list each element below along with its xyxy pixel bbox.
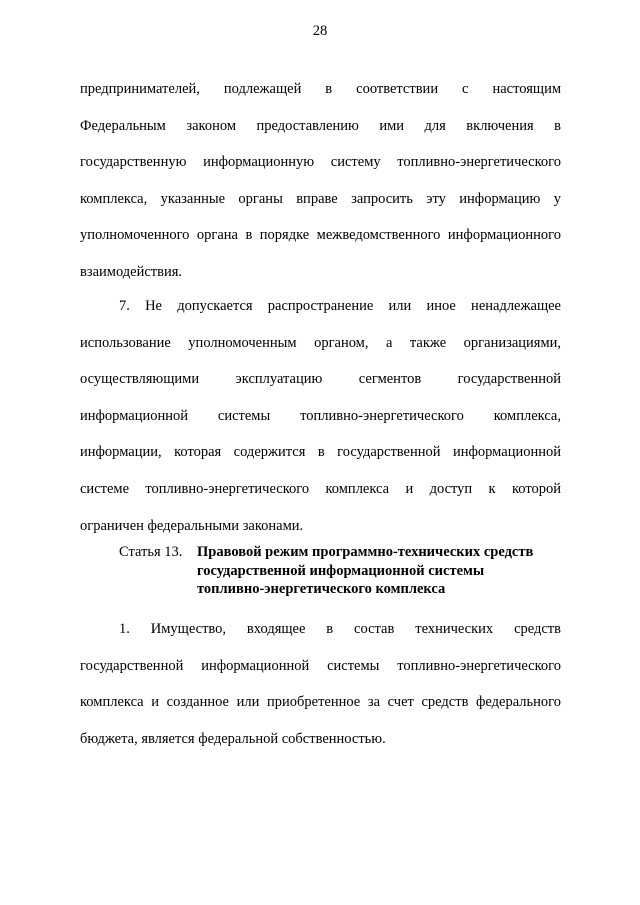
text-line: государственную информационную систему топливно-энергетического — [80, 154, 561, 171]
text-line: 7. Не допускается распространение или иное ненадлежащее — [119, 298, 561, 314]
text-line: предпринимателей, подлежащей в соответствии с настоящим — [80, 81, 561, 97]
text-line: системе топливно-энергетического комплекса и доступ к которой — [80, 480, 561, 497]
text-line: взаимодействия. — [80, 263, 183, 280]
paragraph-item-7 — [80, 288, 561, 544]
text-line: ограничен федеральными законами. — [80, 517, 304, 534]
text-line: бюджета, является федеральной собственностью. — [80, 730, 386, 747]
text-line: информационной системы топливно-энергетического комплекса, — [80, 407, 561, 424]
article-label: Статья 13. — [119, 544, 183, 560]
text-line: информации, которая содержится в государственной информационной — [80, 444, 561, 461]
text-line: Федеральным законом предоставлению ими для включения в — [80, 117, 561, 134]
text-line: 1. Имущество, входящее в состав технических средств — [119, 621, 561, 637]
article-title-line: государственной информационной системы — [197, 562, 485, 579]
text-line: государственной информационной системы топливно-энергетического — [80, 657, 561, 674]
paragraph-item-1 — [80, 611, 561, 757]
article-title-line: Правовой режим программно-технических средств — [197, 544, 534, 560]
paragraph-continuation — [80, 71, 561, 291]
page-number: 28 — [312, 23, 328, 39]
text-line: комплекса и созданное или приобретенное за счет средств федерального — [80, 694, 561, 711]
text-line: осуществляющими эксплуатацию сегментов государственной — [80, 371, 561, 388]
article-title — [197, 543, 577, 599]
text-line: комплекса, указанные органы вправе запросить эту информацию у — [80, 190, 561, 207]
article-title-line: топливно-энергетического комплекса — [197, 581, 446, 597]
text-line: уполномоченного органа в порядке межведомственного информационного — [80, 227, 561, 244]
text-line: использование уполномоченным органом, а также организациями, — [80, 334, 561, 351]
